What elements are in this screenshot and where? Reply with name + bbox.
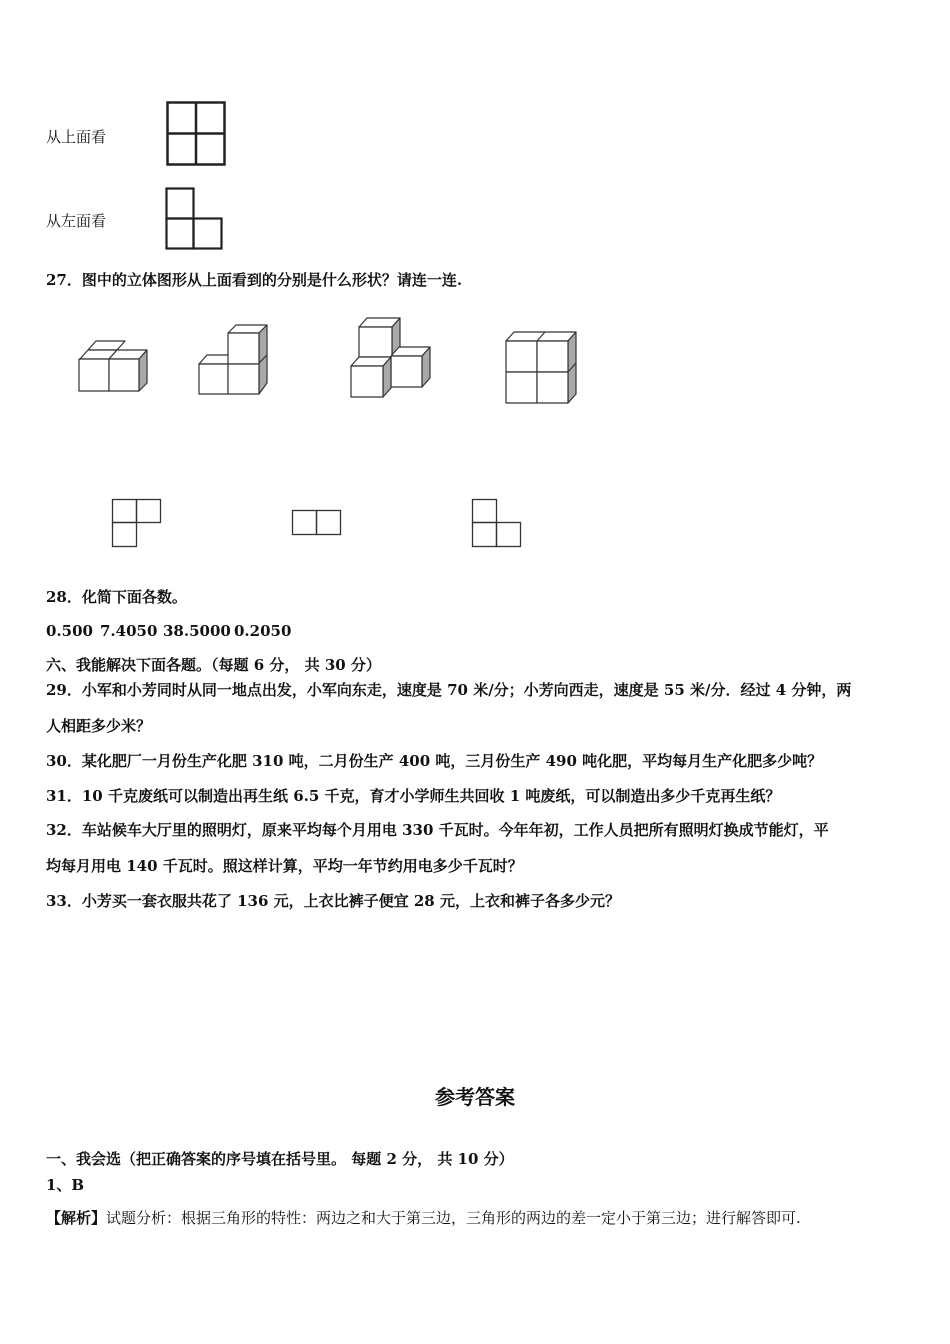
left-view-l-figure bbox=[165, 187, 225, 251]
analysis-label: 【解析】 bbox=[46, 1209, 107, 1227]
solid-figure-3 bbox=[349, 316, 435, 398]
question-29-line2: 人相距多少米？ bbox=[46, 717, 152, 735]
question-28: 28．化简下面各数。 bbox=[46, 588, 187, 606]
solid-figure-1 bbox=[76, 340, 152, 395]
label-top-view: 从上面看 bbox=[46, 128, 107, 146]
answer-section-1-heading: 一、我会选（把正确答案的序号填在括号里。 每题 2 分， 共 10 分） bbox=[46, 1150, 514, 1168]
question-27: 27．图中的立体图形从上面看到的分别是什么形状？请连一连. bbox=[46, 271, 463, 289]
question-30: 30．某化肥厂一月份生产化肥 310 吨，二月份生产 400 吨，三月份生产 490 吨化肥，平均每月生产化肥多少吨？ bbox=[46, 752, 823, 770]
question-31: 31．10 千克废纸可以制造出再生纸 6.5 千克，育才小学师生共回收 1 吨废纸，可以制造出多少千克再生纸？ bbox=[46, 787, 781, 805]
q28-number-4: 0.2050 bbox=[234, 622, 292, 640]
answer-key-heading: 参考答案 bbox=[435, 1085, 515, 1109]
question-32-line2: 均每月用电 140 千瓦时。照这样计算，平均一年节约用电多少千瓦时？ bbox=[46, 857, 523, 875]
q28-number-2: 7.4050 bbox=[100, 622, 158, 640]
q28-number-1: 0.500 bbox=[46, 622, 93, 640]
answer-1: 1、B bbox=[46, 1176, 85, 1194]
q28-number-3: 38.5000 bbox=[163, 622, 231, 640]
question-29-line1: 29．小军和小芳同时从同一地点出发，小军向东走，速度是 70 米/分；小芳向西走，速度是 55 米/分．经过 4 分钟，两 bbox=[46, 681, 852, 699]
top-view-grid-figure bbox=[166, 101, 228, 167]
plane-view-b bbox=[291, 509, 343, 537]
analysis-text: 试题分析：根据三角形的特性：两边之和大于第三边，三角形的两边的差一定小于第三边；进行解答即可. bbox=[106, 1209, 801, 1227]
question-32-line1: 32．车站候车大厅里的照明灯，原来平均每个月用电 330 千瓦时。今年年初，工作人员把所有照明灯换成节能灯，平 bbox=[46, 821, 829, 839]
plane-view-c bbox=[471, 498, 523, 548]
solid-figure-4 bbox=[504, 331, 580, 406]
plane-view-a bbox=[111, 498, 163, 548]
answer-1-analysis bbox=[46, 1208, 801, 1228]
question-33: 33．小芳买一套衣服共花了 136 元，上衣比裤子便宜 28 元，上衣和裤子各多少元？ bbox=[46, 892, 620, 910]
label-left-view: 从左面看 bbox=[46, 212, 107, 230]
solid-figure-2 bbox=[198, 323, 272, 397]
section-6-heading: 六、我能解决下面各题。（每题 6 分， 共 30 分） bbox=[46, 656, 381, 674]
